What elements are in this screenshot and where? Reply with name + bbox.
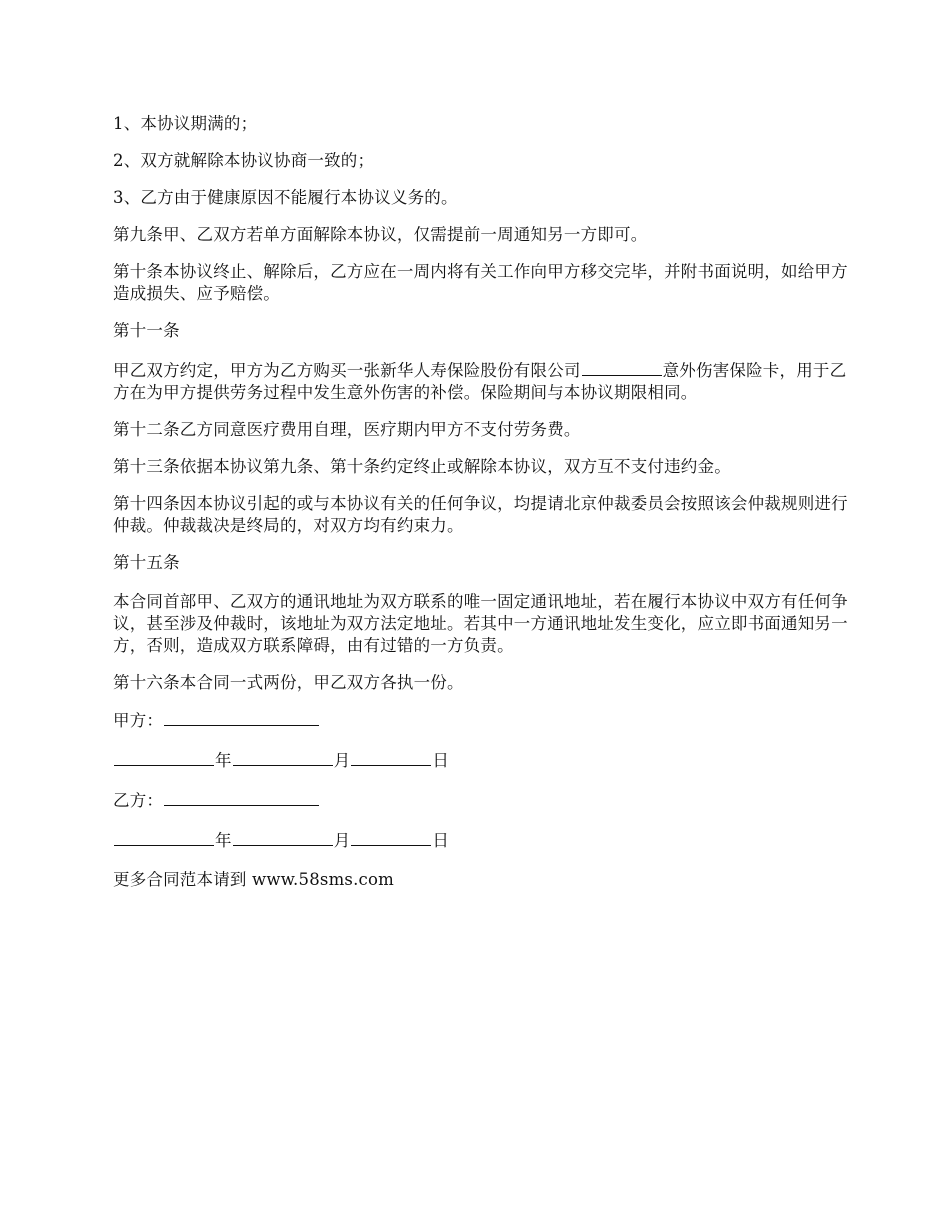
party-a-label: 甲方： xyxy=(113,711,164,730)
contract-page xyxy=(113,113,853,906)
footer-link-text: 更多合同范本请到 www.58sms.com xyxy=(113,870,394,889)
article-11-body xyxy=(113,359,853,404)
year-blank xyxy=(114,829,214,846)
party-b-blank xyxy=(164,789,319,806)
clause-item-3: 3、乙方由于健康原因不能履行本协议义务的。 xyxy=(113,188,458,207)
clause-item-2: 2、双方就解除本协议协商一致的； xyxy=(113,151,375,170)
party-b-line xyxy=(113,789,853,812)
month-blank xyxy=(233,749,333,766)
year-label: 年 xyxy=(215,831,232,850)
day-blank xyxy=(351,749,431,766)
insurance-text-before: 甲乙双方约定，甲方为乙方购买一张新华人寿保险股份有限公司 xyxy=(113,361,581,380)
article-10: 第十条本协议终止、解除后，乙方应在一周内将有关工作向甲方移交完毕，并附书面说明，如给甲方造成损失、应予赔偿。 xyxy=(113,262,848,303)
clause-item-1: 1、本协议期满的； xyxy=(113,114,258,133)
year-label: 年 xyxy=(215,751,232,770)
article-11-heading: 第十一条 xyxy=(113,321,180,340)
article-14: 第十四条因本协议引起的或与本协议有关的任何争议，均提请北京仲裁委员会按照该会仲裁规则进行仲裁。仲裁裁决是终局的，对双方均有约束力。 xyxy=(113,494,848,535)
article-13: 第十三条依据本协议第九条、第十条约定终止或解除本协议，双方互不支付违约金。 xyxy=(113,457,731,476)
month-blank xyxy=(233,829,333,846)
insurance-text-after: 意外伤害保险卡，用于乙方在为甲方提供劳务过程中发生意外伤害的补偿。保险期间与本协议期限相同。 xyxy=(113,361,847,402)
day-label: 日 xyxy=(432,831,450,850)
article-12: 第十二条乙方同意医疗费用自理，医疗期内甲方不支付劳务费。 xyxy=(113,420,581,439)
party-b-label: 乙方： xyxy=(113,791,164,810)
year-blank xyxy=(114,749,214,766)
party-a-line xyxy=(113,709,853,732)
day-label: 日 xyxy=(432,751,450,770)
day-blank xyxy=(351,829,431,846)
party-b-date xyxy=(113,829,853,852)
party-a-date xyxy=(113,749,853,772)
article-15-body: 本合同首部甲、乙双方的通讯地址为双方联系的唯一固定通讯地址，若在履行本协议中双方有任何争议，甚至涉及仲裁时，该地址为双方法定地址。若其中一方通讯地址发生变化，应立即书面通知另一方，否则，造成双方联系障碍，由有过错的一方负责。 xyxy=(113,592,848,655)
party-a-blank xyxy=(164,709,319,726)
article-16: 第十六条本合同一式两份，甲乙双方各执一份。 xyxy=(113,673,464,692)
month-label: 月 xyxy=(333,831,351,850)
article-9: 第九条甲、乙双方若单方面解除本协议，仅需提前一周通知另一方即可。 xyxy=(113,225,648,244)
month-label: 月 xyxy=(333,751,351,770)
insurance-blank xyxy=(582,359,662,376)
article-15-heading: 第十五条 xyxy=(113,553,180,572)
